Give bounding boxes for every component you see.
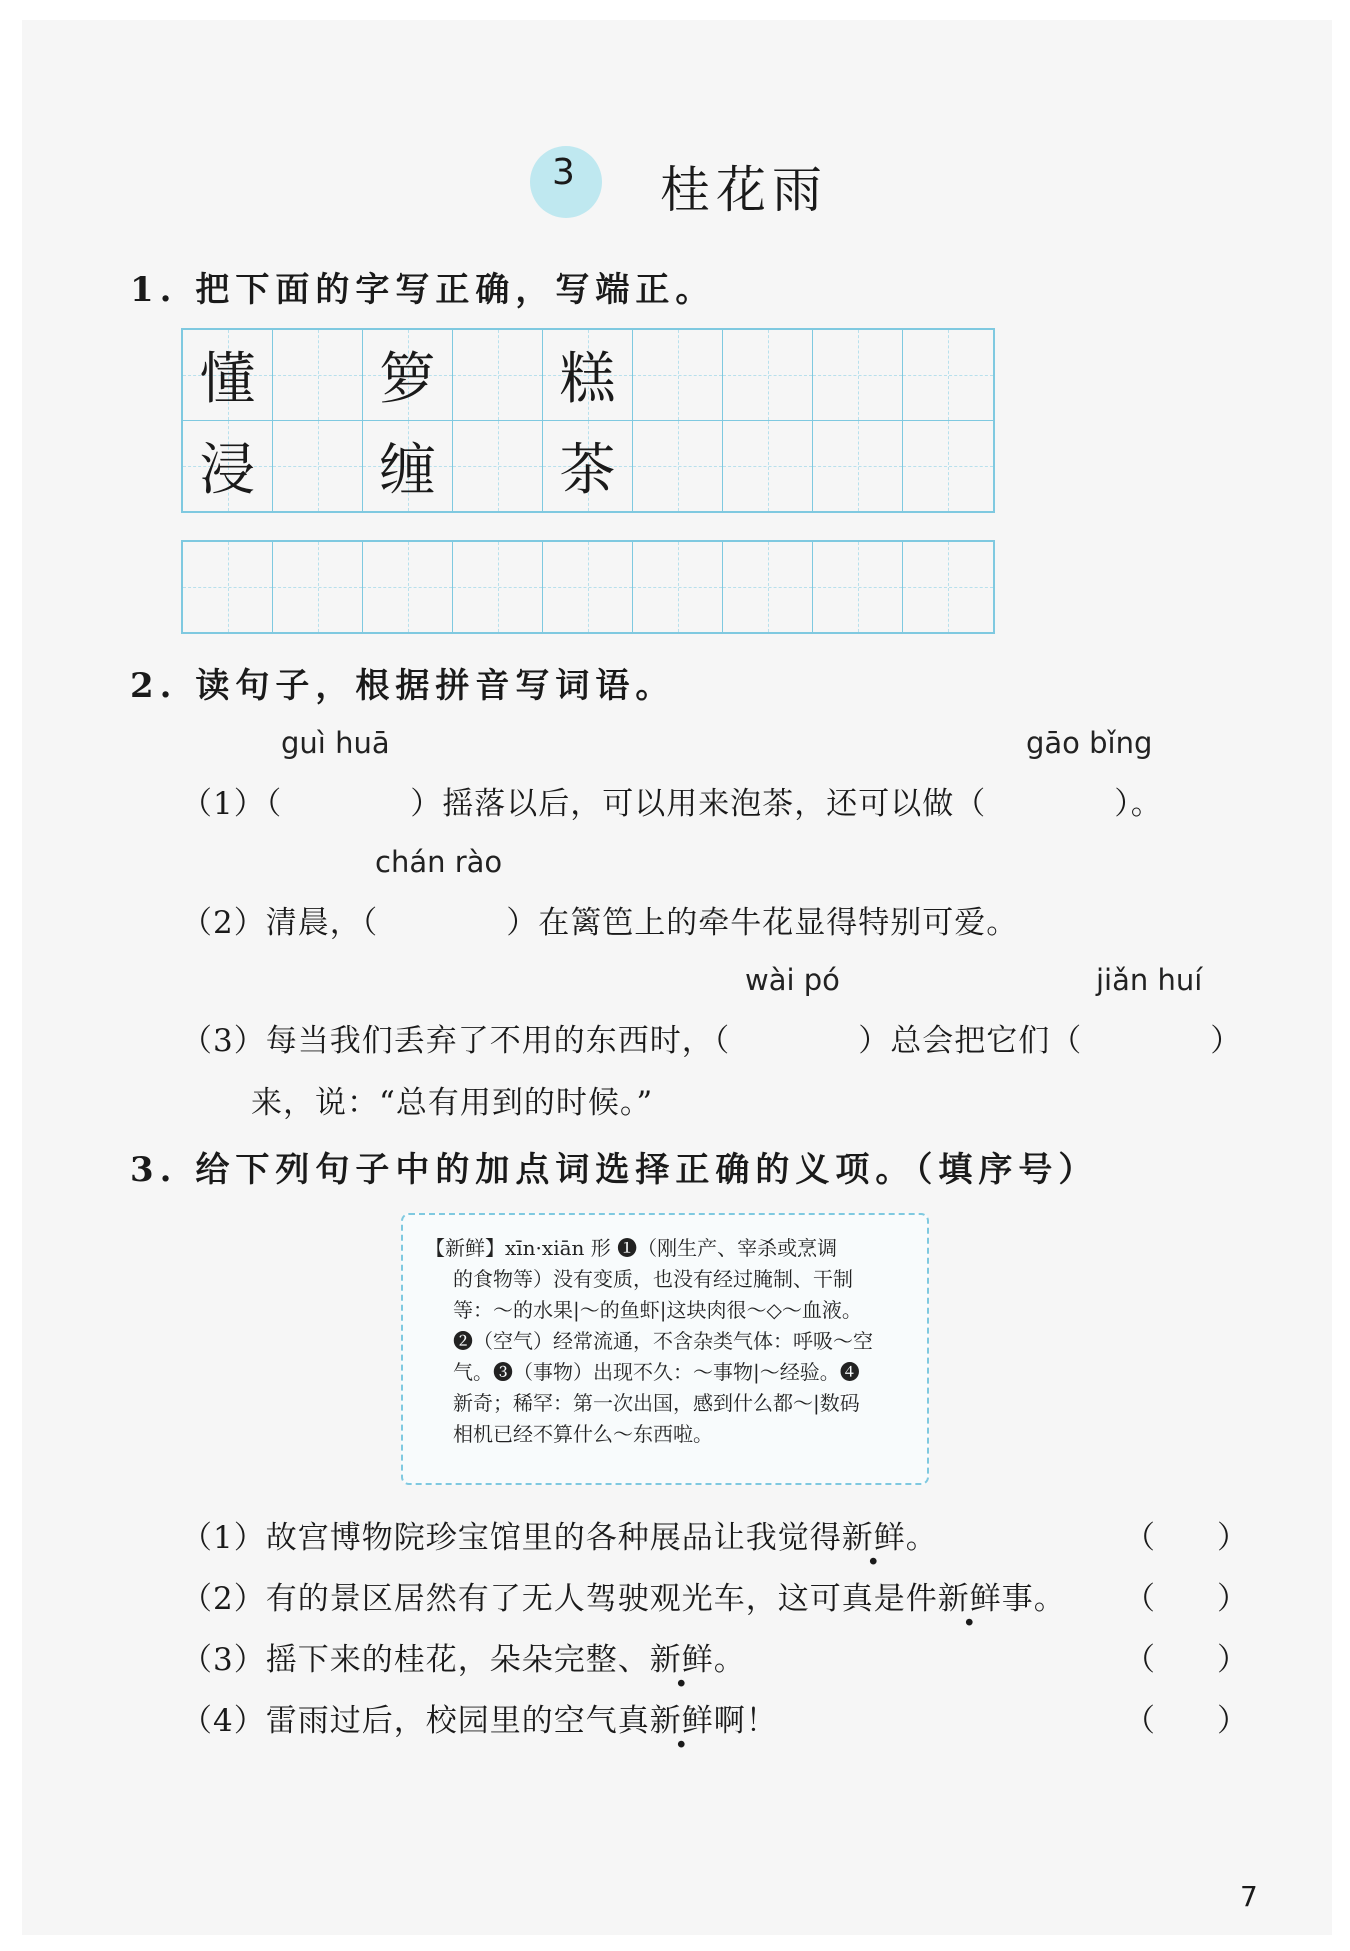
dotted-word: 新鲜	[841, 1520, 906, 1556]
grid-cell[interactable]	[633, 330, 723, 420]
dict-line: 等：～的水果|～的鱼虾|这块肉很～◇～血液。	[453, 1298, 862, 1322]
character-grid-top	[181, 328, 995, 513]
dict-line: ❷（空气）经常流通，不含杂类气体：呼吸～空	[453, 1329, 873, 1353]
pinyin-hint: guì huā	[281, 726, 390, 760]
dictionary-entry-box	[401, 1213, 929, 1485]
grid-cell[interactable]	[813, 421, 903, 511]
dict-line: 【新鲜】xīn·xiān 形 ❶（刚生产、宰杀或烹调	[425, 1236, 838, 1260]
lesson-number: 3	[552, 152, 575, 193]
grid-cell[interactable]	[633, 421, 723, 511]
grid-cell[interactable]	[903, 421, 993, 511]
grid-cell[interactable]	[543, 542, 633, 632]
dict-line: 新奇；稀罕：第一次出国，感到什么都～|数码	[453, 1391, 860, 1415]
grid-cell[interactable]	[903, 330, 993, 420]
grid-cell[interactable]	[183, 542, 273, 632]
lesson-title: 桂花雨	[660, 161, 828, 219]
grid-cell[interactable]	[723, 330, 813, 420]
grid-cell[interactable]: 懂	[183, 330, 273, 420]
item-3: （3）摇下来的桂花，朵朵完整、新鲜。	[181, 1634, 746, 1679]
page-number: 7	[1240, 1880, 1258, 1913]
grid-cell[interactable]	[813, 542, 903, 632]
grid-cell[interactable]: 茶	[543, 421, 633, 511]
sentence-1: （1）（ ）摇落以后，可以用来泡茶，还可以做（ ）。	[181, 786, 1163, 822]
item-1: （1）故宫博物院珍宝馆里的各种展品让我觉得新鲜。	[181, 1512, 938, 1557]
grid-cell[interactable]	[273, 330, 363, 420]
item-2: （2）有的景区居然有了无人驾驶观光车，这可真是件新鲜事。	[181, 1573, 1066, 1618]
sentence-3: （3）每当我们丢弃了不用的东西时，（ ）总会把它们（ ）	[181, 1023, 1243, 1059]
dict-line: 相机已经不算什么～东西啦。	[453, 1422, 713, 1446]
answer-paren-2[interactable]: （ ）	[1124, 1581, 1248, 1617]
lesson-header	[530, 140, 950, 230]
grid-cell[interactable]	[273, 421, 363, 511]
grid-cell[interactable]	[723, 542, 813, 632]
grid-cell[interactable]	[453, 330, 543, 420]
grid-cell[interactable]	[813, 330, 903, 420]
grid-cell[interactable]	[633, 542, 723, 632]
pinyin-hint: wài pó	[745, 963, 840, 997]
grid-cell[interactable]	[273, 542, 363, 632]
question-2-title: 2. 读句子，根据拼音写词语。	[130, 666, 676, 706]
question-3-title: 3. 给下列句子中的加点词选择正确的义项。（填序号）	[130, 1150, 1099, 1190]
grid-cell[interactable]: 缠	[363, 421, 453, 511]
item-4: （4）雷雨过后，校园里的空气真新鲜啊！	[181, 1695, 778, 1740]
grid-cell[interactable]	[723, 421, 813, 511]
grid-cell[interactable]	[903, 542, 993, 632]
answer-paren-1[interactable]: （ ）	[1124, 1520, 1248, 1556]
grid-cell[interactable]	[453, 542, 543, 632]
pinyin-hint: gāo bǐng	[1026, 726, 1153, 760]
grid-row	[183, 542, 993, 632]
grid-cell[interactable]: 箩	[363, 330, 453, 420]
pinyin-hint: chán rào	[375, 845, 503, 879]
dotted-word: 新鲜	[937, 1581, 1002, 1617]
grid-row	[183, 330, 993, 420]
answer-paren-4[interactable]: （ ）	[1124, 1703, 1248, 1739]
dotted-word: 新鲜	[649, 1703, 714, 1739]
grid-row	[183, 420, 993, 511]
dict-line: 气。❸（事物）出现不久：～事物|～经验。❹	[453, 1360, 860, 1384]
sentence-2: （2）清晨，（ ）在篱笆上的牵牛花显得特别可爱。	[181, 905, 1019, 941]
grid-cell[interactable]: 糕	[543, 330, 633, 420]
question-1-title: 1. 把下面的字写正确，写端正。	[130, 270, 716, 310]
grid-cell[interactable]: 浸	[183, 421, 273, 511]
grid-cell[interactable]	[363, 542, 453, 632]
answer-paren-3[interactable]: （ ）	[1124, 1642, 1248, 1678]
character-grid-blank	[181, 540, 995, 634]
pinyin-hint: jiǎn huí	[1096, 963, 1203, 997]
dotted-word: 新鲜	[649, 1642, 714, 1678]
grid-cell[interactable]	[453, 421, 543, 511]
dict-line: 的食物等）没有变质，也没有经过腌制、干制	[453, 1267, 853, 1291]
sentence-3-continued: 来，说：“总有用到的时候。”	[251, 1085, 654, 1121]
